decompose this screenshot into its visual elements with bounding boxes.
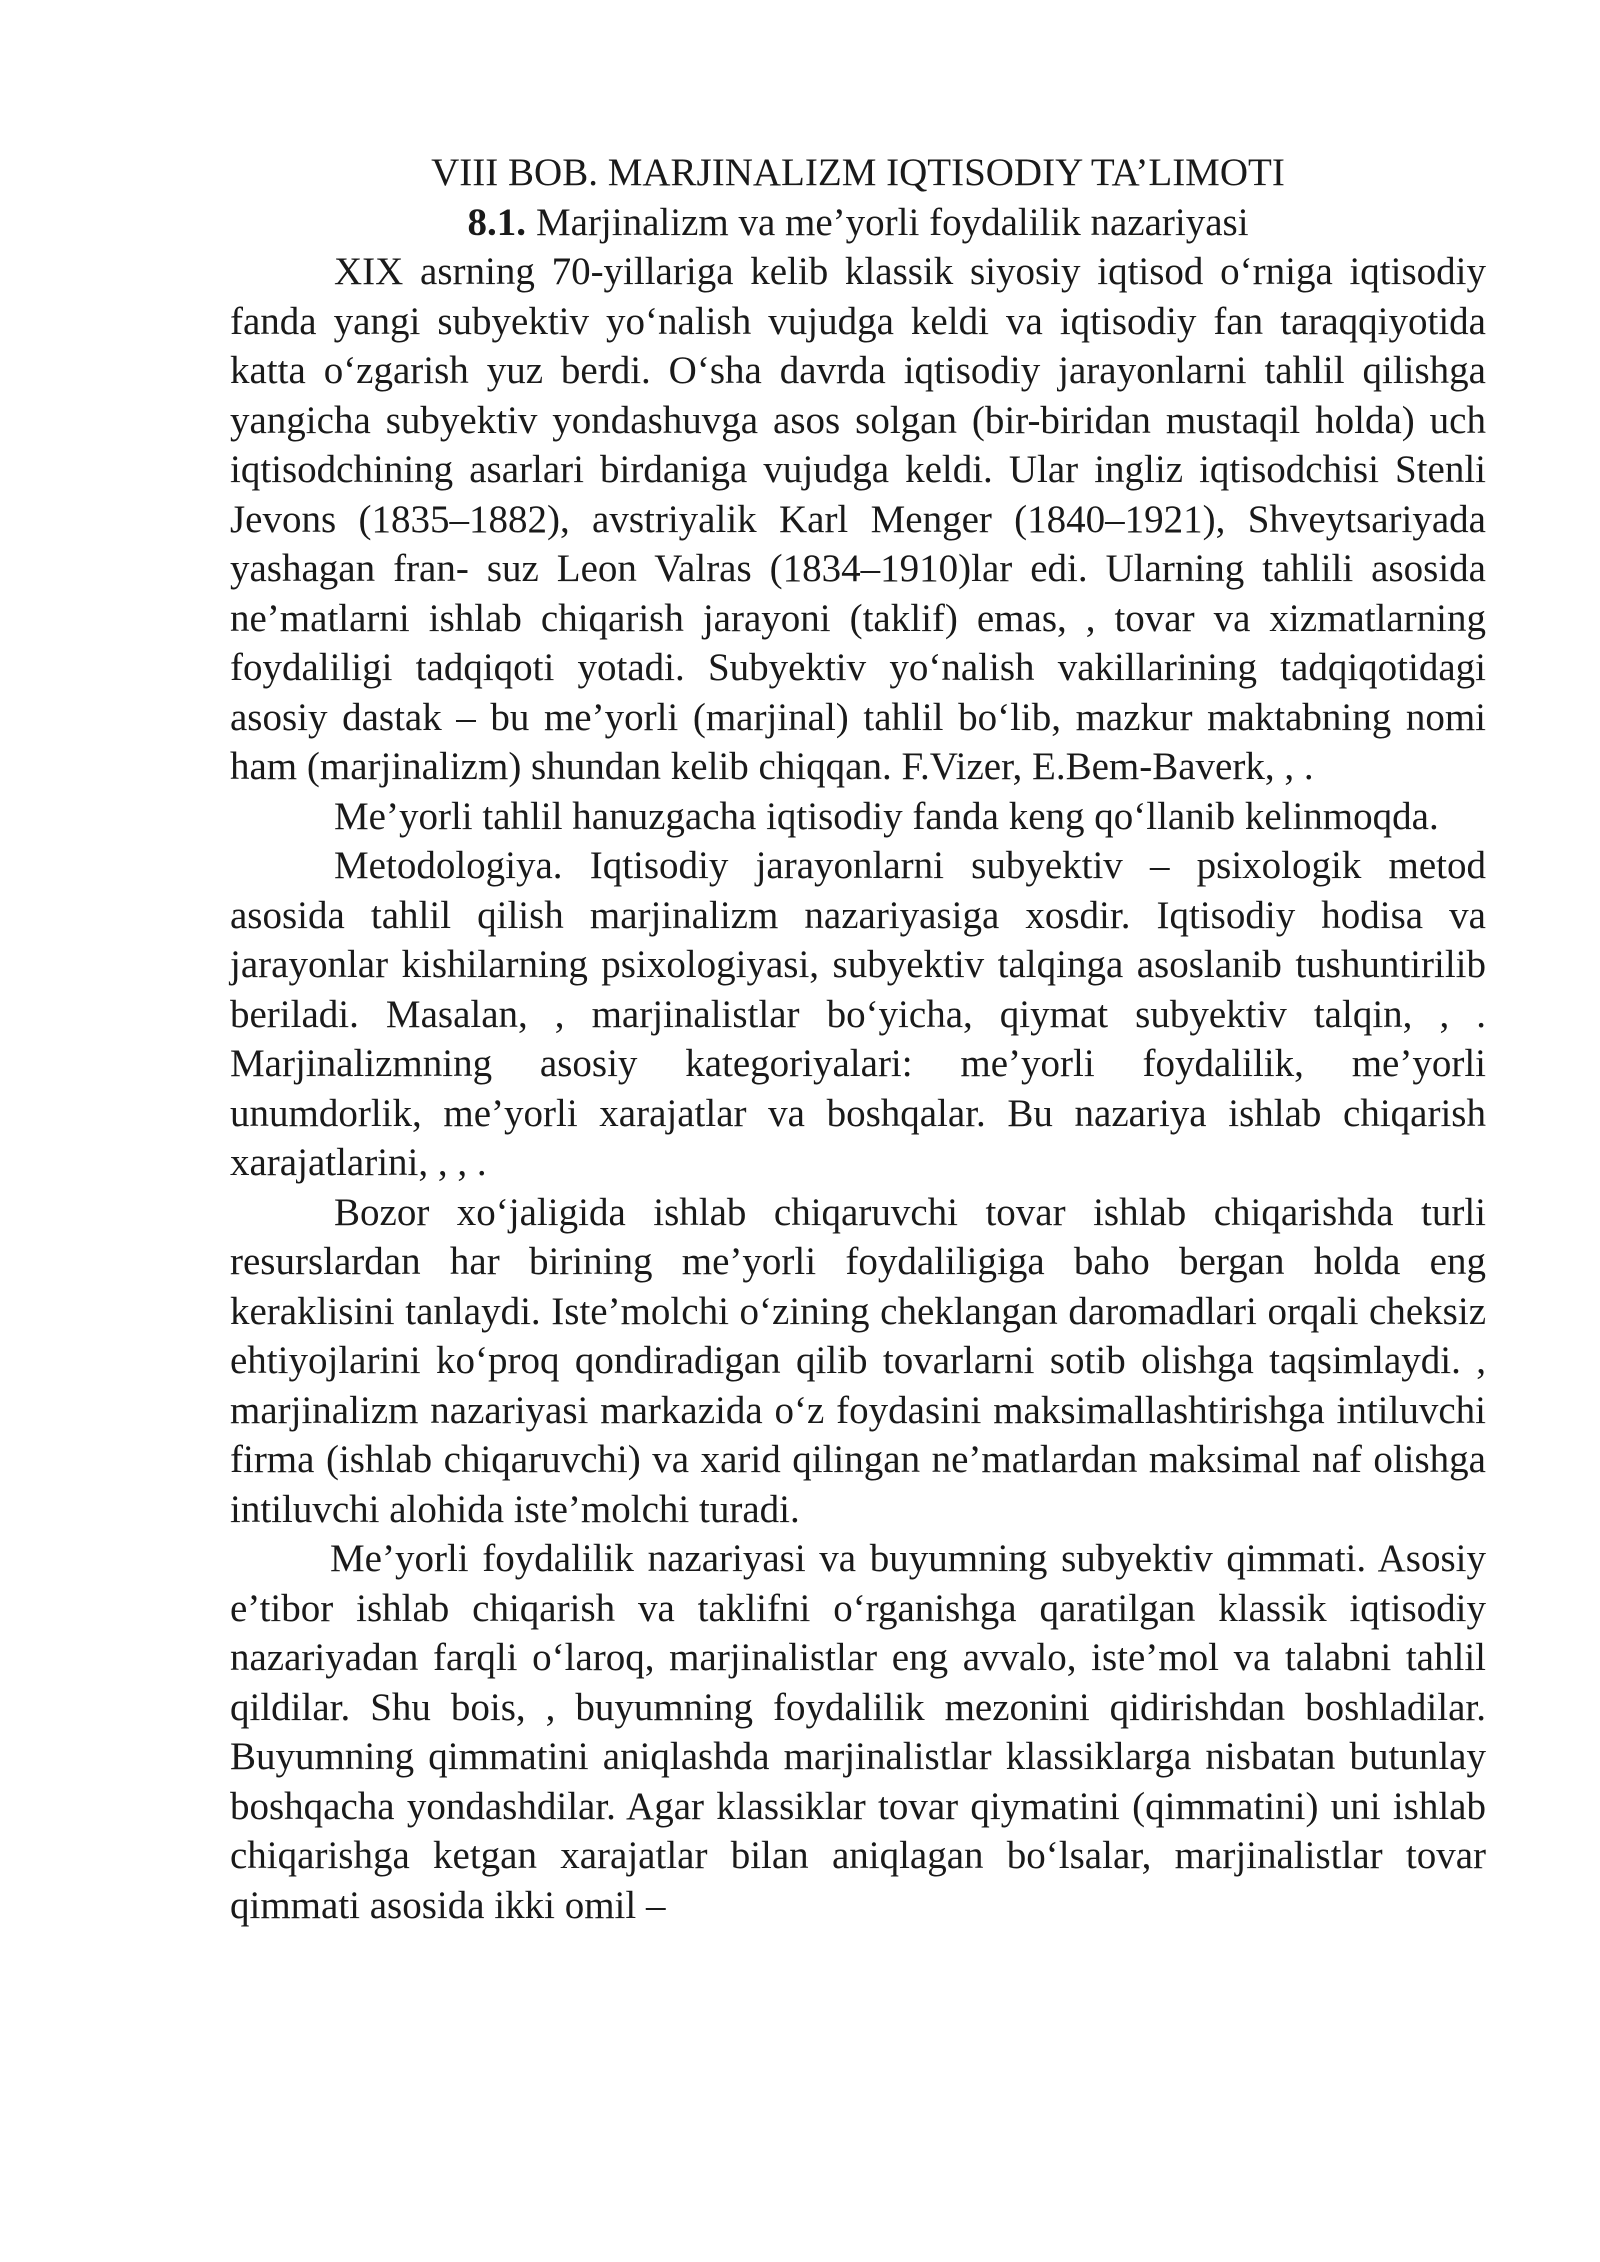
paragraph-marginal-utility-theory: Me’yorli foydalilik nazariyasi va buyumning subyektiv qimmati. Asosiy e’tibor ishlab chiqarish va taklifni o‘rganishga qaratilgan klassik iqtisodiy nazariyadan farqli o‘laroq, marjinalistlar eng avvalo, iste’mol va talabni tahlil qildilar. Shu bois, , buyumning foydalilik mezonini qidirishdan boshladilar. Buyumning qimmatini aniqlashda marjinalistlar klassiklarga nisbatan butunlay boshqacha yondashdilar. Agar klassiklar tovar qiymatini (qimmatini) uni ishlab chiqarishga ketgan xarajatlar bilan aniqlagan bo‘lsalar, marjinalistlar tovar qimmati asosida ikki omil – xyxy=(230,1537,1486,1927)
chapter-title: VIII BOB. MARJINALIZM IQTISODIY TA’LIMOTI xyxy=(431,151,1285,194)
document-page xyxy=(230,148,1486,1930)
paragraph-marginal-analysis: Me’yorli tahlil hanuzgacha iqtisodiy fanda keng qo‘llanib kelinmoqda. xyxy=(334,794,1439,838)
section-title: Marjinalizm va me’yorli foydalilik nazariyasi xyxy=(535,200,1249,244)
paragraph-methodology: Metodologiya. Iqtisodiy jarayonlarni subyektiv – psixologik metod asosida tahlil qilish marjinalizm nazariyasiga xosdir. Iqtisodiy hodisa va jarayonlar kishilarning psixologiyasi, subyektiv talqinga asoslanib tushuntirilib beriladi. Masalan, , marjinalistlar bo‘yicha, qiymat subyektiv talqin, , . Marjinalizmning asosiy kategoriyalari: me’yorli foydalilik, me’yorli unumdorlik, me’yorli xarajatlar va boshqalar. Bu nazariya ishlab chiqarish xarajatlarini, , , . xyxy=(230,844,1486,1184)
paragraph-market-economy: Bozor xo‘jaligida ishlab chiqaruvchi tovar ishlab chiqarishda turli resurslardan har birining me’yorli foydaliligiga baho bergan holda eng keraklisini tanlaydi. Iste’molchi o‘zining cheklangan daromadlari orqali cheksiz ehtiyojlarini ko‘proq qondiradigan qilib tovarlarni sotib olishga taqsimlaydi. , marjinalizm nazariyasi markazida o‘z foydasini maksimallashtirishga intiluvchi firma (ishlab chiqaruvchi) va xarid qilingan ne’matlardan maksimal naf olishga intiluvchi alohida iste’molchi turadi. xyxy=(230,1190,1486,1531)
section-heading xyxy=(230,198,1486,248)
section-number: 8.1. xyxy=(467,200,526,244)
paragraph-intro: XIX asrning 70-yillariga kelib klassik siyosiy iqtisod o‘rniga iqtisodiy fanda yangi subyektiv yo‘nalish vujudga keldi va iqtisodiy fan taraqqiyotida katta o‘zgarish yuz berdi. O‘sha davrda iqtisodiy jarayonlarni tahlil qilishga yangicha subyektiv yondashuvga asos solgan (bir-biridan mustaqil holda) uch iqtisodchining asarlari birdaniga vujudga keldi. Ular ingliz iqtisodchisi Stenli Jevons (1835–1882), avstriyalik Karl Menger (1840–1921), Shveytsariyada yashagan fran- suz Leon Valras (1834–1910)lar edi. Ularning tahlili asosida ne’matlarni ishlab chiqarish jarayoni (taklif) emas, , tovar va xizmatlarning foydaliligi tadqiqoti yotadi. Subyektiv yo‘nalish vakillarining tadqiqotidagi asosiy dastak – bu me’yorli (marjinal) tahlil bo‘lib, mazkur maktabning nomi ham (marjinalizm) shundan kelib chiqqan. F.Vizer, E.Bem-Baverk, , . xyxy=(230,250,1486,788)
